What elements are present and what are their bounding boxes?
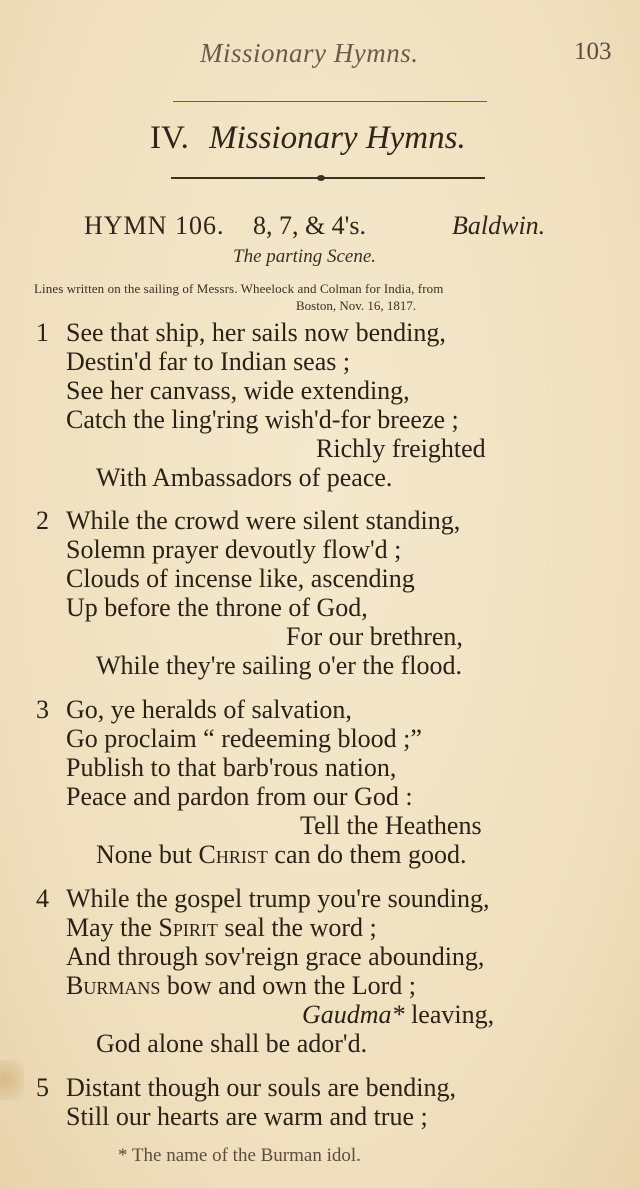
rule-ornament [317,175,325,181]
verse-number: 2 [36,506,49,535]
verse-number: 3 [36,695,49,724]
hymn-heading [84,211,574,241]
verse-text: leaving, [404,1000,495,1029]
verse-text: None but [96,840,199,869]
verse-line: Catch the ling'ring wish'd-for breeze ; [66,405,459,434]
verse-text: can do them good. [267,840,467,869]
verse-line [66,971,416,1001]
verse-line: Go, ye heralds of salvation, [66,695,352,724]
verse-line: Destin'd far to Indian seas ; [66,347,351,376]
verse-line [302,1000,494,1030]
verse-smallcaps: Burmans [66,971,161,1000]
section-number: IV. [150,120,189,156]
verse-line: Up before the throne of God, [66,593,368,622]
verse-line: See that ship, her sails now bending, [66,318,446,347]
verse-line: See her canvass, wide extending, [66,376,410,405]
running-head: Missionary Hymns. [200,38,419,68]
paper-stain [0,1060,24,1100]
section-title: Missionary Hymns. [209,120,466,156]
verse-smallcaps: Spirit [158,913,218,942]
verse-text: May the [66,913,159,942]
verse-line: Tell the Heathens [300,811,482,840]
verse-line: God alone shall be ador'd. [96,1029,368,1058]
verse-line: For our brethren, [286,622,463,651]
page-number: 103 [574,38,612,65]
verse-line: Solemn prayer devoutly flow'd ; [66,535,402,564]
verse-line: Publish to that barb'rous nation, [66,753,397,782]
verse-line: With Ambassadors of peace. [96,463,393,492]
footnote: * The name of the Burman idol. [118,1145,361,1166]
verse-line [66,913,377,943]
verse-line: Clouds of incense like, ascending [66,564,415,593]
header-rule [173,101,487,102]
verse-number: 1 [36,318,49,347]
hymn-note-line: Lines written on the sailing of Messrs. Wheelock and Colman for India, from [34,281,444,296]
verse-line: And through sov'reign grace abounding, [66,942,485,971]
verse-smallcaps: Christ [198,840,268,869]
verse-line: Go proclaim “ redeeming blood ;” [66,724,422,753]
verse-line: While the crowd were silent standing, [66,506,461,535]
verse-line [96,840,466,870]
verse-line: Peace and pardon from our God : [66,782,413,811]
hymn-title: The parting Scene. [233,246,377,267]
verse-italic: Gaudma* [302,1000,405,1029]
verse-number: 5 [36,1073,49,1102]
verse-line: Distant though our souls are bending, [66,1073,456,1102]
verse-text: bow and own the Lord ; [160,971,416,1000]
verse-number: 4 [36,884,49,913]
verse-line: Still our hearts are warm and true ; [66,1102,428,1131]
hymn-note-line: Boston, Nov. 16, 1817. [296,298,417,313]
verse-line: While they're sailing o'er the flood. [96,651,463,680]
verse-line: Richly freighted [316,434,486,463]
hymn-tune: Baldwin. [452,211,546,240]
verse-line: While the gospel trump you're sounding, [66,884,490,913]
hymn-number: HYMN 106. [84,211,225,240]
verse-text: seal the word ; [217,913,377,942]
hymn-meter: 8, 7, & 4's. [252,211,366,240]
hymn-note [34,280,614,314]
ornamental-rule [171,177,485,179]
section-heading [150,120,466,157]
